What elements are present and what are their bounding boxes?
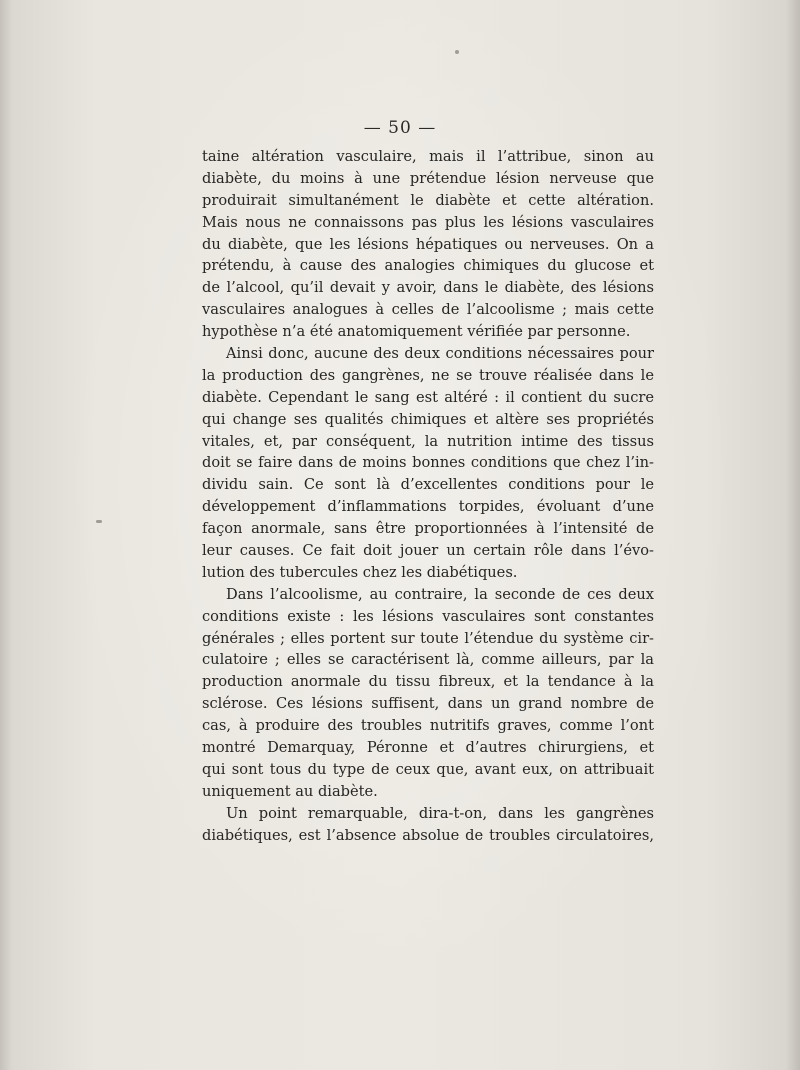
text-line: diabète, du moins à une prétendue lésion nerveuse que xyxy=(202,169,654,187)
page-shadow-left xyxy=(0,0,12,1070)
text-line: leur causes. Ce fait doit jouer un certain rôle dans l’évo- xyxy=(202,542,654,560)
text-line: diabétiques, est l’absence absolue de troubles circulatoires, xyxy=(202,826,654,844)
page-number: — 50 — xyxy=(363,118,437,138)
text-line: dividu sain. Ce sont là d’excellentes conditions pour le xyxy=(202,476,654,494)
text-line: Dans l’alcoolisme, au contraire, la seconde de ces deux xyxy=(226,585,654,603)
text-line: cas, à produire des troubles nutritifs graves, comme l’ont xyxy=(202,717,654,735)
text-line: vitales, et, par conséquent, la nutrition intime des tissus xyxy=(202,432,654,450)
text-line: production anormale du tissu fibreux, et la tendance à la xyxy=(202,673,654,691)
text-line: hypothèse n’a été anatomiquement vérifiée par personne. xyxy=(202,323,631,341)
text-line: taine altération vasculaire, mais il l’attribue, sinon au xyxy=(202,148,654,165)
ink-speck xyxy=(96,520,102,523)
text-line: Un point remarquable, dira-t-on, dans les gangrènes xyxy=(226,804,654,822)
text-line: qui change ses qualités chimiques et altère ses propriétés xyxy=(202,410,654,428)
text-line: prétendu, à cause des analogies chimiques du glucose et xyxy=(202,257,654,275)
text-line: Mais nous ne connaissons pas plus les lésions vasculaires xyxy=(202,213,654,231)
text-line: conditions existe : les lésions vasculaires sont constantes xyxy=(202,607,654,625)
text-line: diabète. Cependant le sang est altéré : il contient du sucre xyxy=(202,388,654,406)
text-line: lution des tubercules chez les diabétiques. xyxy=(202,563,518,581)
text-line: qui sont tous du type de ceux que, avant eux, on attribuait xyxy=(202,760,654,778)
text-line: de l’alcool, qu’il devait y avoir, dans le diabète, des lésions xyxy=(202,279,654,297)
body-text xyxy=(202,146,654,847)
text-line: développement d’inflammations torpides, évoluant d’une xyxy=(202,498,654,516)
text-line: uniquement au diabète. xyxy=(202,782,378,800)
text-line: générales ; elles portent sur toute l’étendue du système cir- xyxy=(202,629,654,647)
text-line: la production des gangrènes, ne se trouve réalisée dans le xyxy=(202,366,654,384)
text-line: du diabète, que les lésions hépatiques ou nerveuses. On a xyxy=(202,235,654,253)
text-line: montré Demarquay, Péronne et d’autres chirurgiens, et xyxy=(202,739,654,757)
page-shadow-right xyxy=(786,0,800,1070)
text-line: façon anormale, sans être proportionnées à l’intensité de xyxy=(202,520,654,538)
text-line: Ainsi donc, aucune des deux conditions nécessaires pour xyxy=(226,345,654,363)
text-line: doit se faire dans de moins bonnes conditions que chez l’in- xyxy=(202,454,654,472)
text-line: vasculaires analogues à celles de l’alcoolisme ; mais cette xyxy=(202,301,654,319)
text-line: culatoire ; elles se caractérisent là, comme ailleurs, par la xyxy=(202,651,654,669)
text-line: sclérose. Ces lésions suffisent, dans un grand nombre de xyxy=(202,695,654,713)
ink-speck xyxy=(455,50,459,54)
text-line: produirait simultanément le diabète et cette altération. xyxy=(202,191,654,209)
